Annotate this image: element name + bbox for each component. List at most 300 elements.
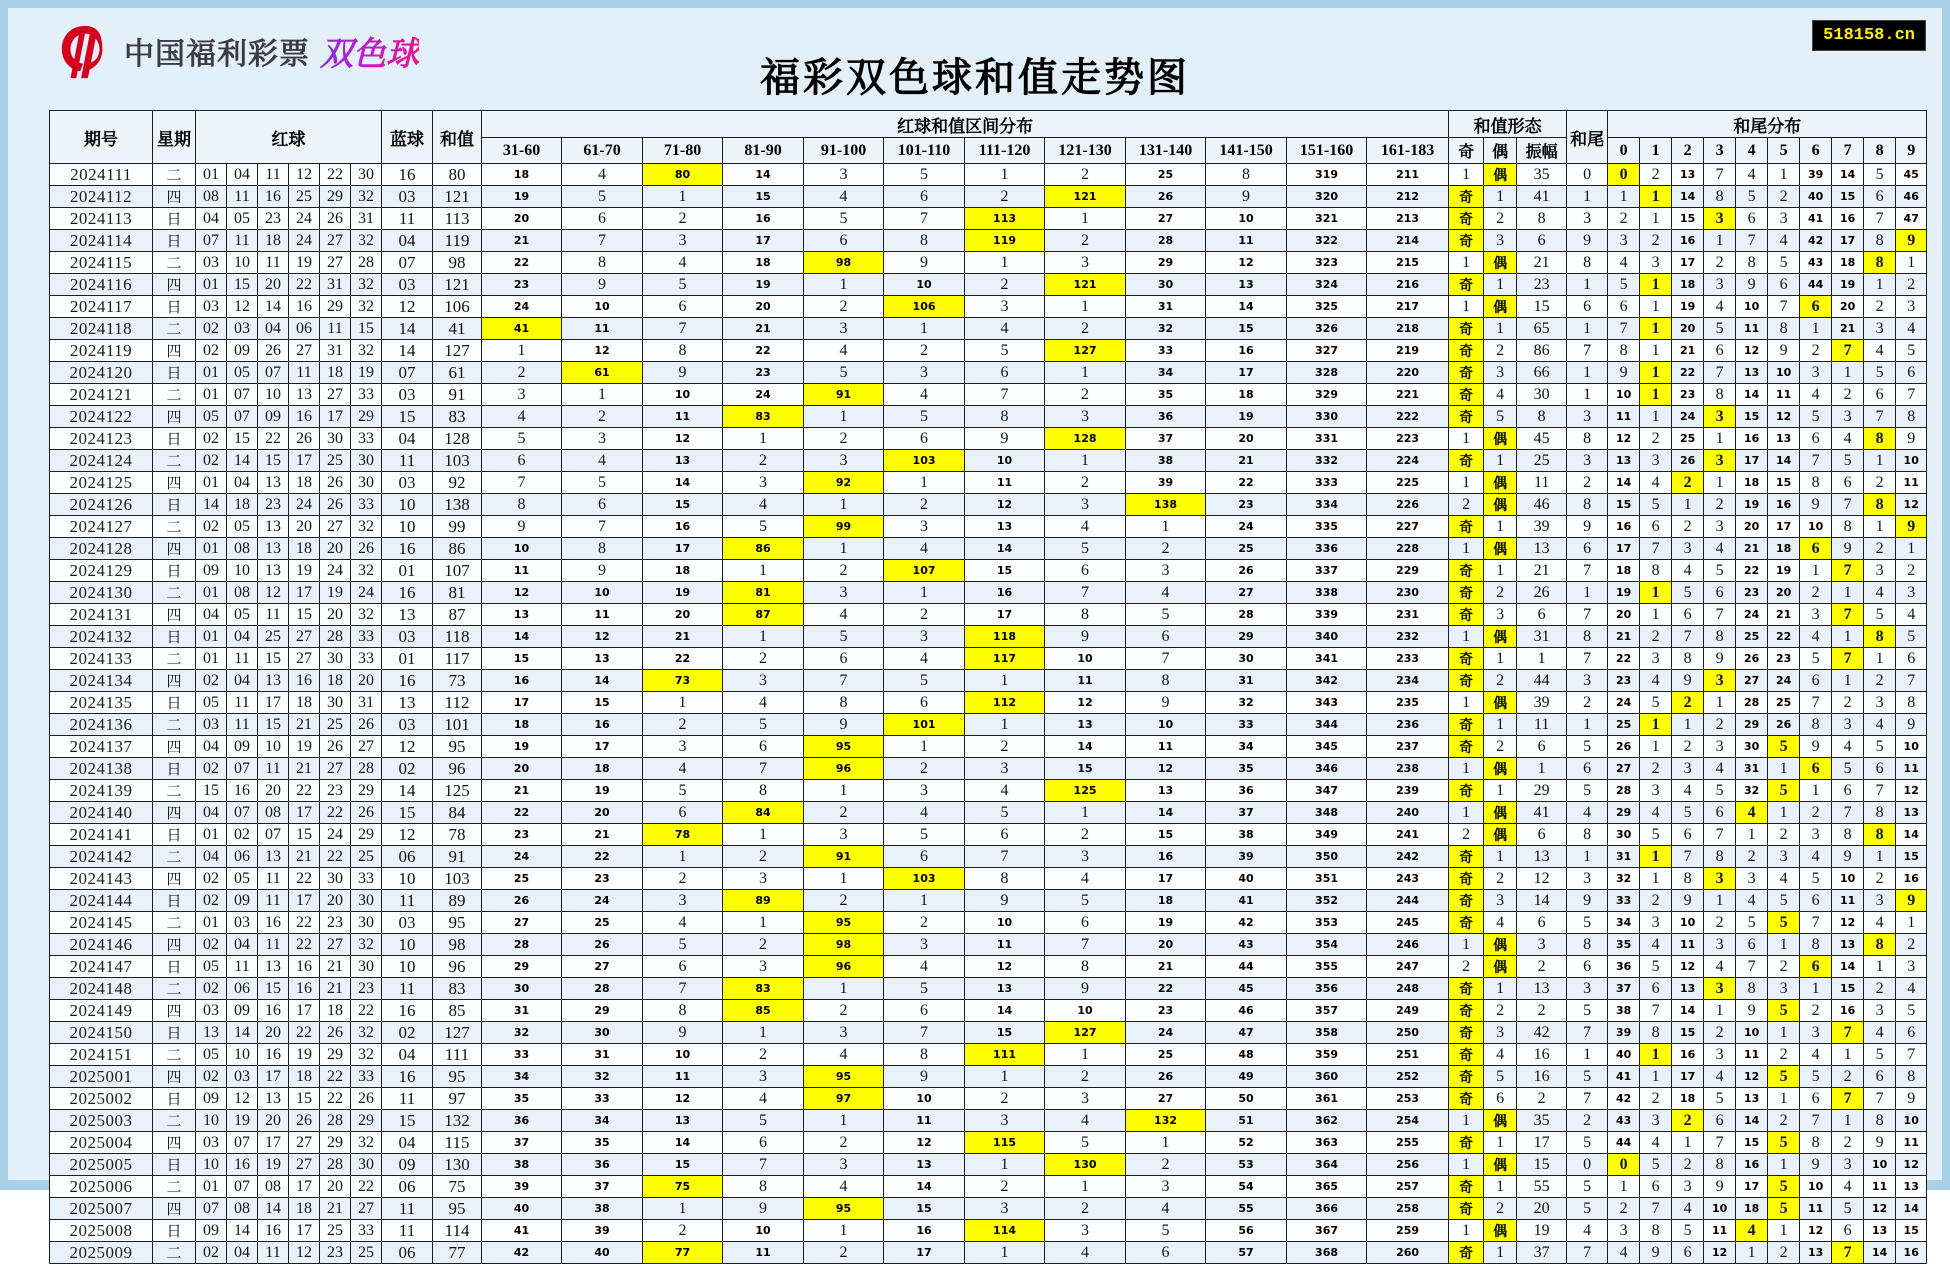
cell-interval-71-80: 4 (643, 252, 723, 274)
cell-interval-141-150: 20 (1206, 428, 1287, 450)
cell-sum-tail: 3 (1567, 868, 1608, 890)
cell-amplitude: 11 (1517, 472, 1567, 494)
cell-blue-ball: 14 (382, 340, 433, 362)
cell-interval-101-110: 3 (884, 516, 965, 538)
cell-interval-151-160: 365 (1287, 1176, 1367, 1198)
col-header-tail-6: 6 (1800, 138, 1832, 164)
cell-tail-dist-7: 9 (1832, 538, 1864, 560)
cell-sum: 111 (433, 1044, 482, 1066)
cell-interval-61-70: 22 (562, 846, 643, 868)
cell-odd-form: 1 (1449, 934, 1484, 956)
cell-tail-dist-9: 8 (1896, 1066, 1927, 1088)
cell-tail-dist-6: 39 (1800, 164, 1832, 186)
cell-sum: 95 (433, 912, 482, 934)
cell-interval-121-130: 4 (1045, 516, 1126, 538)
cell-sum-tail: 3 (1567, 670, 1608, 692)
cell-issue: 2024112 (50, 186, 153, 208)
cell-sum-tail: 5 (1567, 1000, 1608, 1022)
cell-tail-dist-9: 10 (1896, 450, 1927, 472)
cell-tail-dist-1: 2 (1640, 164, 1672, 186)
cell-tail-dist-6: 9 (1800, 736, 1832, 758)
cell-odd-form: 奇 (1449, 736, 1484, 758)
cell-blue-ball: 10 (382, 868, 433, 890)
cell-red-ball: 13 (258, 472, 289, 494)
cell-tail-dist-6: 1 (1800, 318, 1832, 340)
cell-tail-dist-6: 8 (1800, 472, 1832, 494)
cell-odd-form: 奇 (1449, 604, 1484, 626)
cell-even-form: 1 (1484, 978, 1517, 1000)
draw-row-2024129 (50, 560, 1927, 582)
cell-interval-31-60: 28 (482, 934, 562, 956)
cell-interval-61-70: 21 (562, 824, 643, 846)
cell-tail-dist-8: 6 (1864, 758, 1896, 780)
cell-interval-161-183: 223 (1367, 428, 1449, 450)
cell-tail-dist-3: 8 (1704, 1154, 1736, 1176)
cell-tail-dist-4: 18 (1736, 1198, 1768, 1220)
cell-even-form: 1 (1484, 450, 1517, 472)
cell-red-ball: 08 (258, 802, 289, 824)
cell-interval-61-70: 7 (562, 230, 643, 252)
cell-interval-61-70: 6 (562, 208, 643, 230)
cell-red-ball: 20 (351, 670, 382, 692)
cell-sum-tail: 3 (1567, 406, 1608, 428)
cell-red-ball: 22 (351, 1000, 382, 1022)
cell-interval-131-140: 5 (1126, 604, 1206, 626)
cell-tail-dist-5: 17 (1768, 516, 1800, 538)
cell-amplitude: 35 (1517, 1110, 1567, 1132)
cell-blue-ball: 04 (382, 1132, 433, 1154)
cell-sum-tail: 6 (1567, 538, 1608, 560)
cell-red-ball: 01 (196, 384, 227, 406)
cell-interval-61-70: 4 (562, 164, 643, 186)
cell-tail-dist-8: 13 (1864, 1220, 1896, 1242)
cell-sum-tail: 1 (1567, 318, 1608, 340)
cell-tail-dist-2: 2 (1672, 472, 1704, 494)
cell-interval-131-140: 16 (1126, 846, 1206, 868)
cell-issue: 2024137 (50, 736, 153, 758)
cell-red-ball: 02 (196, 1242, 227, 1264)
cell-red-ball: 04 (196, 208, 227, 230)
cell-tail-dist-4: 10 (1736, 1022, 1768, 1044)
cell-tail-dist-2: 10 (1672, 912, 1704, 934)
cell-interval-91-100: 5 (804, 208, 884, 230)
cell-interval-141-150: 47 (1206, 1022, 1287, 1044)
cell-issue: 2024147 (50, 956, 153, 978)
cell-tail-dist-6: 7 (1800, 692, 1832, 714)
cell-tail-dist-5: 5 (1768, 1132, 1800, 1154)
col-header-interval-151-160: 151-160 (1287, 138, 1367, 164)
cell-interval-151-160: 324 (1287, 274, 1367, 296)
cell-odd-form: 1 (1449, 296, 1484, 318)
cell-interval-31-60: 25 (482, 868, 562, 890)
cell-tail-dist-9: 9 (1896, 428, 1927, 450)
draw-row-2024118 (50, 318, 1927, 340)
cell-issue: 2024150 (50, 1022, 153, 1044)
cell-tail-dist-4: 29 (1736, 714, 1768, 736)
cell-tail-dist-2: 5 (1672, 1220, 1704, 1242)
cell-sum-tail: 7 (1567, 560, 1608, 582)
cell-red-ball: 18 (289, 1066, 320, 1088)
cell-tail-dist-5: 1 (1768, 802, 1800, 824)
draw-row-2024122 (50, 406, 1927, 428)
cell-interval-31-60: 21 (482, 230, 562, 252)
cell-interval-121-130: 4 (1045, 868, 1126, 890)
cell-red-ball: 03 (196, 1132, 227, 1154)
cell-tail-dist-9: 14 (1896, 1198, 1927, 1220)
cell-interval-141-150: 41 (1206, 890, 1287, 912)
cell-interval-161-183: 244 (1367, 890, 1449, 912)
cell-red-ball: 08 (258, 1176, 289, 1198)
cell-tail-dist-2: 3 (1672, 758, 1704, 780)
cell-tail-dist-8: 5 (1864, 736, 1896, 758)
cell-interval-161-183: 245 (1367, 912, 1449, 934)
cell-issue: 2024120 (50, 362, 153, 384)
cell-blue-ball: 16 (382, 1000, 433, 1022)
logo-text: 中国福利彩票 (124, 38, 310, 71)
cell-interval-91-100: 3 (804, 450, 884, 472)
cell-interval-71-80: 6 (643, 956, 723, 978)
cell-amplitude: 45 (1517, 428, 1567, 450)
cell-amplitude: 21 (1517, 252, 1567, 274)
draw-row-2024120 (50, 362, 1927, 384)
cell-interval-111-120: 3 (965, 1198, 1045, 1220)
cell-red-ball: 03 (196, 1000, 227, 1022)
cell-interval-131-140: 3 (1126, 560, 1206, 582)
cell-interval-151-160: 336 (1287, 538, 1367, 560)
cell-red-ball: 15 (227, 428, 258, 450)
cell-tail-dist-0: 12 (1608, 428, 1640, 450)
cell-tail-dist-2: 2 (1672, 1154, 1704, 1176)
cell-tail-dist-0: 4 (1608, 252, 1640, 274)
cell-week: 日 (153, 1088, 196, 1110)
cell-tail-dist-7: 7 (1832, 802, 1864, 824)
cell-tail-dist-8: 12 (1864, 1198, 1896, 1220)
cell-tail-dist-2: 6 (1672, 824, 1704, 846)
cell-tail-dist-2: 15 (1672, 1022, 1704, 1044)
cell-interval-101-110: 1 (884, 582, 965, 604)
cell-tail-dist-2: 9 (1672, 670, 1704, 692)
cell-interval-111-120: 2 (965, 274, 1045, 296)
cell-interval-61-70: 39 (562, 1220, 643, 1242)
cell-odd-form: 奇 (1449, 648, 1484, 670)
cell-red-ball: 01 (196, 912, 227, 934)
cell-tail-dist-6: 8 (1800, 1132, 1832, 1154)
cell-red-ball: 04 (196, 604, 227, 626)
draw-row-2025009 (50, 1242, 1927, 1264)
cell-tail-dist-9: 15 (1896, 1220, 1927, 1242)
cell-interval-61-70: 10 (562, 582, 643, 604)
cell-odd-form: 奇 (1449, 670, 1484, 692)
cell-odd-form: 奇 (1449, 406, 1484, 428)
cell-interval-111-120: 13 (965, 516, 1045, 538)
cell-red-ball: 18 (289, 538, 320, 560)
cell-interval-61-70: 32 (562, 1066, 643, 1088)
page (8, 8, 1942, 1262)
cell-interval-161-183: 220 (1367, 362, 1449, 384)
cell-interval-141-150: 19 (1206, 406, 1287, 428)
cell-odd-form: 奇 (1449, 230, 1484, 252)
cell-red-ball: 07 (196, 230, 227, 252)
cell-amplitude: 15 (1517, 1154, 1567, 1176)
cell-red-ball: 16 (289, 296, 320, 318)
cell-interval-31-60: 31 (482, 1000, 562, 1022)
cell-interval-61-70: 33 (562, 1088, 643, 1110)
cell-red-ball: 06 (227, 846, 258, 868)
cell-tail-dist-9: 9 (1896, 890, 1927, 912)
cell-red-ball: 15 (258, 648, 289, 670)
cell-tail-dist-3: 3 (1704, 868, 1736, 890)
cell-red-ball: 27 (351, 736, 382, 758)
cell-red-ball: 29 (320, 296, 351, 318)
cell-interval-71-80: 4 (643, 758, 723, 780)
cell-tail-dist-5: 2 (1768, 824, 1800, 846)
cell-even-form: 1 (1484, 846, 1517, 868)
cell-tail-dist-3: 3 (1704, 670, 1736, 692)
cell-even-form: 4 (1484, 1044, 1517, 1066)
cell-tail-dist-2: 13 (1672, 978, 1704, 1000)
cell-red-ball: 30 (320, 648, 351, 670)
cell-issue: 2025005 (50, 1154, 153, 1176)
cell-sum-tail: 1 (1567, 846, 1608, 868)
cell-week: 四 (153, 868, 196, 890)
cell-tail-dist-1: 3 (1640, 912, 1672, 934)
cell-red-ball: 26 (320, 472, 351, 494)
cell-red-ball: 17 (320, 406, 351, 428)
cell-tail-dist-0: 19 (1608, 582, 1640, 604)
cell-tail-dist-4: 6 (1736, 934, 1768, 956)
cell-red-ball: 10 (196, 1154, 227, 1176)
cell-sum: 83 (433, 406, 482, 428)
cell-red-ball: 19 (289, 252, 320, 274)
cell-tail-dist-7: 3 (1832, 1154, 1864, 1176)
cell-tail-dist-8: 7 (1864, 406, 1896, 428)
cell-tail-dist-7: 2 (1832, 384, 1864, 406)
cell-red-ball: 31 (351, 692, 382, 714)
cell-tail-dist-7: 2 (1832, 692, 1864, 714)
cell-interval-111-120: 5 (965, 340, 1045, 362)
cell-interval-151-160: 356 (1287, 978, 1367, 1000)
cell-interval-131-140: 8 (1126, 670, 1206, 692)
cell-odd-form: 奇 (1449, 186, 1484, 208)
cell-sum: 99 (433, 516, 482, 538)
cell-tail-dist-3: 1 (1704, 692, 1736, 714)
cell-amplitude: 1 (1517, 648, 1567, 670)
cell-issue: 2024124 (50, 450, 153, 472)
cell-issue: 2024125 (50, 472, 153, 494)
cell-tail-dist-6: 3 (1800, 824, 1832, 846)
cell-interval-121-130: 1 (1045, 362, 1126, 384)
cell-red-ball: 11 (258, 934, 289, 956)
cell-sum: 84 (433, 802, 482, 824)
cell-interval-61-70: 25 (562, 912, 643, 934)
cell-week: 日 (153, 494, 196, 516)
cell-tail-dist-1: 2 (1640, 230, 1672, 252)
cell-red-ball: 07 (227, 802, 258, 824)
cell-interval-121-130: 1 (1045, 208, 1126, 230)
cell-tail-dist-6: 10 (1800, 516, 1832, 538)
cell-tail-dist-9: 16 (1896, 1242, 1927, 1264)
cell-red-ball: 05 (196, 1044, 227, 1066)
cell-amplitude: 46 (1517, 494, 1567, 516)
draw-row-2024146 (50, 934, 1927, 956)
cell-tail-dist-2: 11 (1672, 934, 1704, 956)
cell-tail-dist-0: 27 (1608, 758, 1640, 780)
cell-tail-dist-1: 1 (1640, 340, 1672, 362)
cell-interval-101-110: 5 (884, 824, 965, 846)
cell-tail-dist-7: 13 (1832, 934, 1864, 956)
cell-interval-91-100: 2 (804, 560, 884, 582)
cell-interval-31-60: 18 (482, 164, 562, 186)
cell-red-ball: 21 (320, 1198, 351, 1220)
cell-red-ball: 09 (196, 560, 227, 582)
cell-tail-dist-4: 28 (1736, 692, 1768, 714)
cell-red-ball: 23 (258, 494, 289, 516)
draw-row-2025007 (50, 1198, 1927, 1220)
cell-interval-161-183: 237 (1367, 736, 1449, 758)
cell-tail-dist-0: 32 (1608, 868, 1640, 890)
cell-tail-dist-8: 2 (1864, 296, 1896, 318)
cell-red-ball: 17 (289, 450, 320, 472)
cell-tail-dist-4: 8 (1736, 978, 1768, 1000)
cell-amplitude: 2 (1517, 956, 1567, 978)
cell-interval-141-150: 21 (1206, 450, 1287, 472)
cell-tail-dist-2: 4 (1672, 780, 1704, 802)
cell-tail-dist-9: 5 (1896, 1000, 1927, 1022)
cell-interval-91-100: 1 (804, 274, 884, 296)
draw-row-2024111 (50, 164, 1927, 186)
cell-amplitude: 20 (1517, 1198, 1567, 1220)
cell-tail-dist-2: 25 (1672, 428, 1704, 450)
cell-red-ball: 26 (351, 714, 382, 736)
cell-interval-121-130: 3 (1045, 252, 1126, 274)
cell-red-ball: 30 (351, 1154, 382, 1176)
cell-red-ball: 09 (227, 890, 258, 912)
cell-issue: 2024132 (50, 626, 153, 648)
cell-interval-161-183: 235 (1367, 692, 1449, 714)
cell-tail-dist-7: 14 (1832, 956, 1864, 978)
cell-interval-111-120: 1 (965, 1242, 1045, 1264)
cell-red-ball: 04 (196, 802, 227, 824)
cell-interval-81-90: 2 (723, 450, 804, 472)
cell-interval-131-140: 38 (1126, 450, 1206, 472)
cell-tail-dist-4: 23 (1736, 582, 1768, 604)
cell-even-form: 偶 (1484, 824, 1517, 846)
cell-interval-141-150: 23 (1206, 494, 1287, 516)
cell-interval-111-120: 115 (965, 1132, 1045, 1154)
draw-row-2024134 (50, 670, 1927, 692)
cell-tail-dist-2: 7 (1672, 626, 1704, 648)
cell-interval-141-150: 42 (1206, 912, 1287, 934)
cell-tail-dist-0: 42 (1608, 1088, 1640, 1110)
cell-even-form: 偶 (1484, 296, 1517, 318)
draw-row-2024140 (50, 802, 1927, 824)
cell-tail-dist-0: 29 (1608, 802, 1640, 824)
cell-red-ball: 13 (258, 560, 289, 582)
cell-tail-dist-9: 9 (1896, 230, 1927, 252)
cell-interval-161-183: 226 (1367, 494, 1449, 516)
cell-red-ball: 23 (320, 1242, 351, 1264)
cell-interval-31-60: 6 (482, 450, 562, 472)
cell-tail-dist-5: 26 (1768, 714, 1800, 736)
cell-red-ball: 24 (320, 824, 351, 846)
cell-tail-dist-9: 8 (1896, 692, 1927, 714)
cell-red-ball: 02 (196, 670, 227, 692)
cell-sum-tail: 5 (1567, 1198, 1608, 1220)
cell-blue-ball: 16 (382, 538, 433, 560)
cell-tail-dist-9: 13 (1896, 802, 1927, 824)
col-header-interval-121-130: 121-130 (1045, 138, 1126, 164)
cell-tail-dist-4: 30 (1736, 736, 1768, 758)
cell-interval-31-60: 36 (482, 1110, 562, 1132)
cell-issue: 2024151 (50, 1044, 153, 1066)
cell-week: 四 (153, 1198, 196, 1220)
cell-tail-dist-5: 11 (1768, 384, 1800, 406)
cell-tail-dist-6: 7 (1800, 450, 1832, 472)
cell-tail-dist-0: 37 (1608, 978, 1640, 1000)
cell-red-ball: 30 (351, 890, 382, 912)
cell-odd-form: 1 (1449, 758, 1484, 780)
cell-interval-111-120: 4 (965, 780, 1045, 802)
cell-tail-dist-6: 40 (1800, 186, 1832, 208)
cell-tail-dist-4: 19 (1736, 494, 1768, 516)
cell-tail-dist-3: 7 (1704, 164, 1736, 186)
col-header-interval-group: 红球和值区间分布 (482, 111, 1449, 138)
cell-amplitude: 23 (1517, 274, 1567, 296)
cell-red-ball: 33 (351, 384, 382, 406)
cell-red-ball: 18 (227, 494, 258, 516)
cell-week: 四 (153, 340, 196, 362)
site-badge[interactable]: 518158.cn (1812, 20, 1926, 51)
cell-interval-111-120: 8 (965, 868, 1045, 890)
cell-tail-dist-2: 3 (1672, 538, 1704, 560)
cell-red-ball: 18 (258, 230, 289, 252)
cell-interval-91-100: 96 (804, 956, 884, 978)
cell-interval-91-100: 91 (804, 846, 884, 868)
cell-interval-71-80: 13 (643, 450, 723, 472)
cell-red-ball: 11 (227, 956, 258, 978)
cell-interval-141-150: 12 (1206, 252, 1287, 274)
cell-tail-dist-3: 5 (1704, 1088, 1736, 1110)
cell-blue-ball: 11 (382, 1198, 433, 1220)
cell-issue: 2024117 (50, 296, 153, 318)
cell-blue-ball: 15 (382, 1110, 433, 1132)
cell-tail-dist-6: 2 (1800, 582, 1832, 604)
cell-interval-121-130: 2 (1045, 824, 1126, 846)
cell-blue-ball: 11 (382, 208, 433, 230)
cell-red-ball: 24 (351, 582, 382, 604)
cell-tail-dist-0: 28 (1608, 780, 1640, 802)
cell-odd-form: 奇 (1449, 912, 1484, 934)
cell-tail-dist-6: 5 (1800, 406, 1832, 428)
cell-week: 二 (153, 582, 196, 604)
cell-interval-81-90: 8 (723, 780, 804, 802)
cell-tail-dist-0: 39 (1608, 1022, 1640, 1044)
cell-interval-141-150: 52 (1206, 1132, 1287, 1154)
cell-interval-141-150: 29 (1206, 626, 1287, 648)
cell-interval-61-70: 23 (562, 868, 643, 890)
cell-red-ball: 26 (351, 1088, 382, 1110)
cell-tail-dist-1: 1 (1640, 362, 1672, 384)
cell-red-ball: 06 (289, 318, 320, 340)
cell-red-ball: 22 (320, 164, 351, 186)
cell-issue: 2024115 (50, 252, 153, 274)
draw-row-2025004 (50, 1132, 1927, 1154)
cell-interval-81-90: 3 (723, 1066, 804, 1088)
cell-interval-71-80: 2 (643, 208, 723, 230)
cell-interval-61-70: 26 (562, 934, 643, 956)
cell-red-ball: 02 (196, 890, 227, 912)
cell-tail-dist-2: 1 (1672, 714, 1704, 736)
